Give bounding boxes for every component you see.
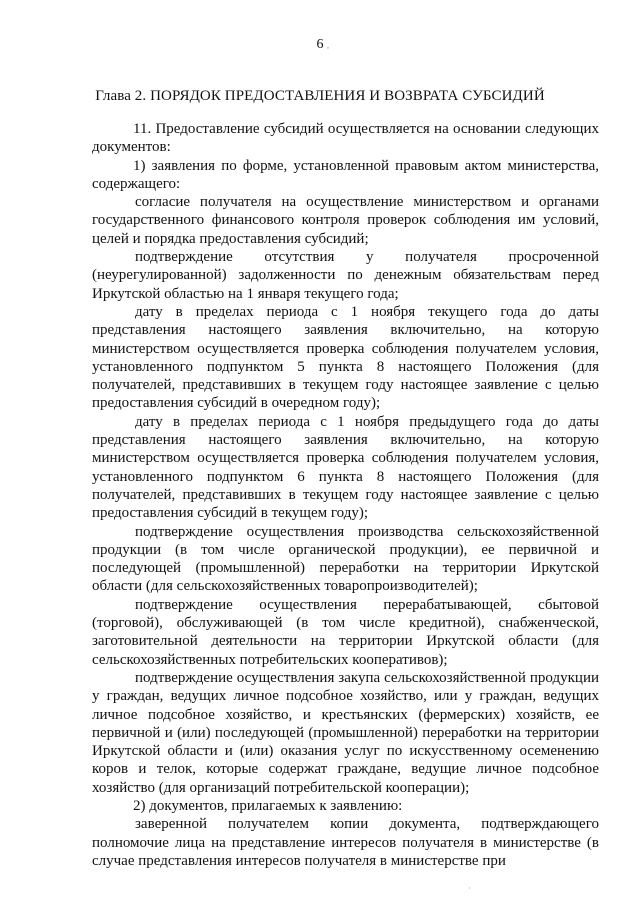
page-number: 6: [316, 37, 324, 52]
scan-artifact: ·: [468, 884, 471, 893]
paragraph: заверенной получателем копии документа, подтверждающего полномочие лица на представление интересов получателя в министерстве (в случае представления интересов получателя в министерстве при: [92, 816, 599, 869]
paragraph: дату в пределах периода с 1 ноября предыдущего года до даты представления настоящего заявления включительно, на которую министерством осуществляется проверка соблюдения получателем условия, установленного подпунктом 6 пункта 8 настоящего Положения (для получателей, представивших в текущем году настоящее заявление с целью предоставления субсидий в текущем году);: [92, 413, 599, 522]
paragraph: дату в пределах периода с 1 ноября текущего года до даты представления настоящего заявления включительно, на которую министерством осуществляется проверка соблюдения получателем условия, установленного подпунктом 5 пункта 8 настоящего Положения (для получателей, представивших в текущем году настоящее заявление с целью предоставления субсидий в очередном году);: [92, 303, 599, 412]
paragraph: подтверждение осуществления производства сельскохозяйственной продукции (в том числе органической продукции), ее первичной и последующей (промышленной) переработки на территории Иркутской области (для сельскохозяйственных товаропроизводителей);: [92, 523, 599, 595]
body-text: [92, 120, 599, 870]
paragraph: 1) заявления по форме, установленной правовым актом министерства, содержащего:: [92, 157, 599, 192]
paragraph: подтверждение отсутствия у получателя просроченной (неурегулированной) задолженности по денежным обязательствам перед Иркутской областью на 1 января текущего года;: [92, 249, 599, 302]
paragraph: подтверждение осуществления закупа сельскохозяйственной продукции у граждан, ведущих личное подсобное хозяйство, или у граждан, ведущих личное подсобное хозяйство, и крестьянских (фермерских) хозяйств, ее первичной и (или) последующей (промышленной) переработки на территории Иркутской области и (или) оказания услуг по искусственному осеменению коров и телок, которые содержат граждане, ведущие личное подсобное хозяйство (для организаций потребительской кооперации);: [92, 669, 599, 796]
paragraph: 2) документов, прилагаемых к заявлению:: [133, 797, 403, 814]
scan-artifact: ,: [327, 41, 329, 50]
paragraph: 11. Предоставление субсидий осуществляется на основании следующих документов:: [92, 121, 599, 156]
paragraph: согласие получателя на осуществление министерством и органами государственного финансового контроля проверок соблюдения им условий, целей и порядка предоставления субсидий;: [92, 194, 599, 247]
paragraph: подтверждение осуществления перерабатывающей, сбытовой (торговой), обслуживающей (в том числе кредитной), снабженческой, заготовительной деятельности на территории Иркутской области (для сельскохозяйственных потребительских кооперативов);: [92, 596, 599, 668]
chapter-title: Глава 2. ПОРЯДОК ПРЕДОСТАВЛЕНИЯ И ВОЗВРАТА СУБСИДИЙ: [95, 88, 545, 104]
